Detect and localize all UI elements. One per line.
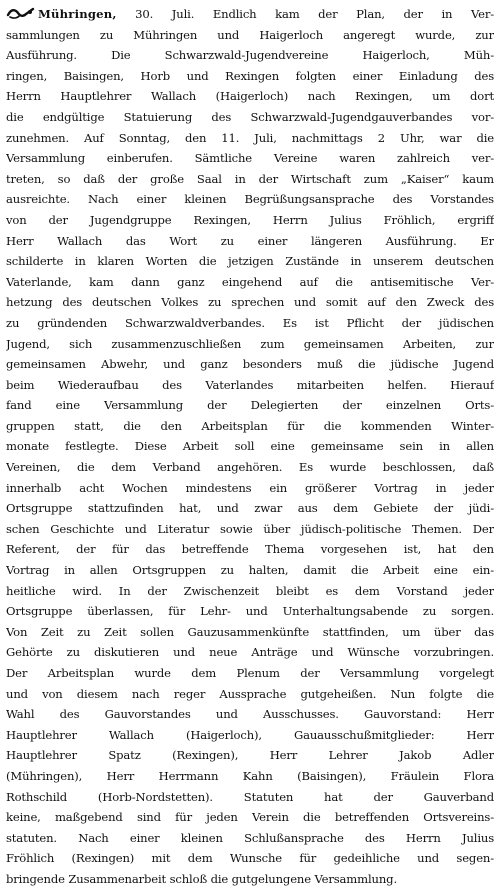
article-line: sammlungen zu Mühringen und Haigerloch angeregt wurde, zur	[6, 27, 494, 42]
article-line: zu gründenden Schwarzwaldverbandes. Es ist Pflicht der jüdischen	[6, 315, 494, 330]
article-line: beim Wiederaufbau des Vaterlandes mitarbeiten helfen. Hierauf	[6, 377, 494, 392]
article-line: Der Arbeitsplan wurde dem Plenum der Versammlung vorgelegt	[6, 666, 494, 680]
article-line: zunehmen. Auf Sonntag, den 11. Juli, nachmittags 2 Uhr, war die	[6, 130, 494, 145]
article-line: von der Jugendgruppe Rexingen, Herrn Julius Fröhlich, ergriff	[6, 212, 494, 227]
article-line: monate festlegte. Diese Arbeit soll eine gemeinsame sein in allen	[6, 439, 494, 454]
article-line: Wahl des Gauvorstandes und Ausschusses. Gauvorstand: Herr	[6, 707, 494, 722]
article-line: hetzung des deutschen Volkes zu sprechen und somit auf den Zweck des	[6, 295, 494, 310]
article-line: Jugend, sich zusammenzuschließen zum gemeinsamen Arbeiten, zur	[6, 336, 494, 351]
article-line: treten, so daß der große Saal in der Wirtschaft zum „Kaiser“ kaum	[6, 171, 494, 186]
article-line: die endgültige Statuierung des Schwarzwald-Jugendgauverbandes vor-	[6, 109, 494, 124]
article-line-text: 30. Juli. Endlich kam der Plan, der in Ver-	[116, 7, 494, 21]
article-line: Von Zeit zu Zeit sollen Gauzusammenkünfte stattfinden, um über das	[6, 624, 494, 639]
article-line: Ortsgruppe stattzufinden hat, und zwar aus dem Gebiete der jüdi-	[6, 501, 494, 516]
article-line: gruppen statt, die den Arbeitsplan für die kommenden Winter-	[6, 418, 494, 433]
article-line: Hauptlehrer Spatz (Rexingen), Herr Lehrer Jakob Adler	[6, 748, 494, 763]
article-line: Gehörte zu diskutieren und neue Anträge und Wünsche vorzubringen.	[6, 645, 494, 660]
article-line	[6, 4, 494, 25]
article-line: Fröhlich (Rexingen) mit dem Wunsche für gedeihliche und segen-	[6, 851, 494, 866]
article-line: Herrn Hauptlehrer Wallach (Haigerloch) nach Rexingen, um dort	[6, 89, 494, 104]
article-line: heitliche wird. In der Zwischenzeit bleibt es dem Vorstand jeder	[6, 583, 494, 598]
article-line: bringende Zusammenarbeit schloß die gutgelungene Versammlung.	[6, 871, 397, 886]
article-line: ausreichte. Nach einer kleinen Begrüßungsansprache des Vorstandes	[6, 192, 494, 207]
newspaper-article	[6, 4, 494, 890]
article-line: Hauptlehrer Wallach (Haigerloch), Gauausschußmitglieder: Herr	[6, 727, 494, 742]
article-line: schilderte in klaren Worten die jetzigen Zustände in unserem deutschen	[6, 254, 494, 269]
article-line: (Mühringen), Herr Herrmann Kahn (Baisingen), Fräulein Flora	[6, 768, 494, 783]
article-line: ringen, Baisingen, Horb und Rexingen folgten einer Einladung des	[6, 68, 494, 83]
article-place: Mühringen,	[38, 7, 117, 21]
article-line: fand eine Versammlung der Delegierten der einzelnen Orts-	[6, 398, 494, 413]
pointing-hand-icon	[6, 6, 36, 20]
article-line: statuten. Nach einer kleinen Schlußansprache des Herrn Julius	[6, 830, 494, 845]
article-line: Ortsgruppe überlassen, für Lehr- und Unterhaltungsabende zu sorgen.	[6, 604, 494, 619]
article-line: Vaterlande, kam dann ganz eingehend auf die antisemitische Ver-	[6, 274, 494, 289]
article-line: Versammlung einberufen. Sämtliche Vereine waren zahlreich ver-	[6, 151, 494, 166]
article-line: keine, maßgebend sind für jeden Verein die betreffenden Ortsvereins-	[6, 810, 494, 825]
article-line: und von diesem nach reger Aussprache gutgeheißen. Nun folgte die	[6, 686, 494, 701]
article-line: Vereinen, die dem Verband angehören. Es wurde beschlossen, daß	[6, 460, 494, 475]
article-line: Ausführung. Die Schwarzwald-Jugendvereine Haigerloch, Müh-	[6, 48, 494, 63]
article-line: innerhalb acht Wochen mindestens ein größerer Vortrag in jeder	[6, 480, 494, 495]
article-line: gemeinsamen Abwehr, und ganz besonders muß die jüdische Jugend	[6, 357, 494, 372]
article-line: Herr Wallach das Wort zu einer längeren Ausführung. Er	[6, 233, 494, 248]
article-line: Rothschild (Horb-Nordstetten). Statuten hat der Gauverband	[6, 789, 494, 804]
article-line: Referent, der für das betreffende Thema vorgesehen ist, hat den	[6, 542, 494, 557]
article-line: Vortrag in allen Ortsgruppen zu halten, damit die Arbeit eine ein-	[6, 563, 494, 578]
article-line: schen Geschichte und Literatur sowie über jüdisch-politische Themen. Der	[6, 521, 494, 536]
